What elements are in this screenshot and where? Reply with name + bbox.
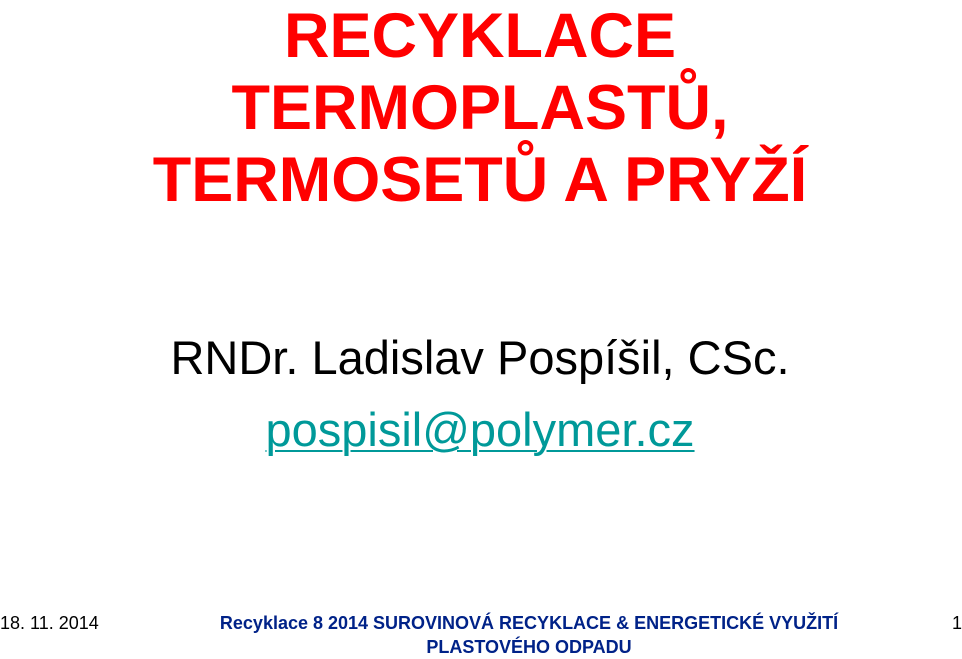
footer-title bbox=[155, 611, 903, 659]
slide-title-line-3: TERMOSETŮ A PRYŽÍ bbox=[152, 145, 808, 215]
slide-title bbox=[0, 0, 960, 216]
slide-title-line-2: TERMOPLASTŮ, bbox=[231, 73, 729, 143]
footer-date: 18. 11. 2014 bbox=[0, 613, 99, 633]
page-number: 1 bbox=[952, 613, 962, 633]
footer-title-line-2: PLASTOVÉHO ODPADU bbox=[426, 637, 632, 657]
footer-title-line-1: Recyklace 8 2014 SUROVINOVÁ RECYKLACE & ENERGETICKÉ VYUŽITÍ bbox=[219, 613, 839, 633]
slide-title-line-1: RECYKLACE bbox=[283, 1, 677, 71]
email-container bbox=[0, 402, 960, 458]
author-name: RNDr. Ladislav Pospíšil, CSc. bbox=[170, 331, 790, 384]
email-link[interactable]: pospisil@polymer.cz bbox=[265, 403, 695, 456]
